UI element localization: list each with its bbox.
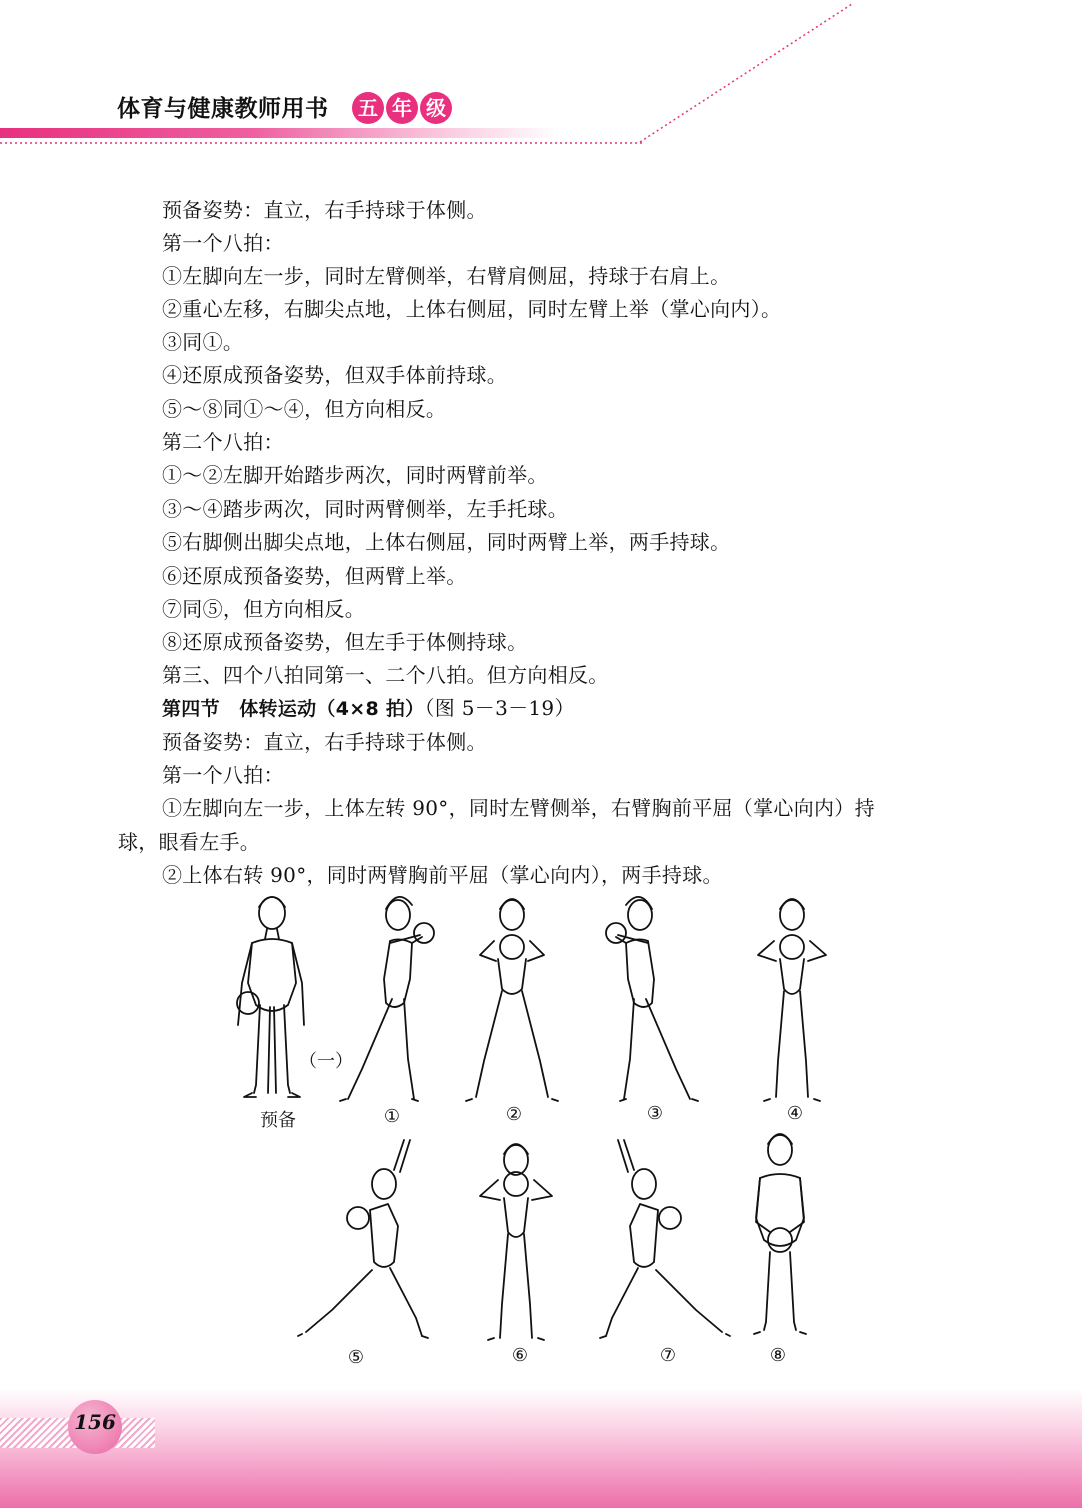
grade-badge: [352, 92, 452, 124]
grade-char-3: 级: [420, 92, 452, 124]
figure-beat-4: [758, 899, 826, 1101]
text-line: ①左脚向左一步，上体左转 90°，同时左臂侧举，右臂胸前平屈（掌心向内）持: [162, 796, 875, 820]
figure-label-4: ④: [786, 1103, 804, 1124]
text-line: ①～②左脚开始踏步两次，同时两臂前举。: [162, 463, 548, 487]
figure-beat-5: [298, 1140, 428, 1338]
figure-ready: [237, 897, 304, 1097]
text-line: ②重心左移，右脚尖点地，上体右侧屈，同时左臂上举（掌心向内）。: [162, 297, 782, 321]
text-line: 第一个八拍：: [162, 763, 284, 787]
text-line: 球，眼看左手。: [118, 830, 261, 854]
text-line: 预备姿势：直立，右手持球于体侧。: [162, 198, 487, 222]
text-line: ⑦同⑤，但方向相反。: [162, 597, 365, 621]
text-line: ⑤～⑧同①～④，但方向相反。: [162, 397, 447, 421]
text-line: ③同①。: [162, 330, 244, 354]
section-heading-title: 第四节 体转运动（4×8 拍）: [162, 698, 425, 720]
page-number: 156: [74, 1410, 116, 1434]
text-line: 第二个八拍：: [162, 430, 284, 454]
grade-char-2: 年: [386, 92, 418, 124]
figure-label-3: ③: [646, 1103, 664, 1124]
figure-label-8: ⑧: [769, 1345, 787, 1366]
figure-label-6: ⑥: [511, 1345, 529, 1366]
figure-group-label: （一）: [299, 1051, 353, 1072]
text-line: ⑧还原成预备姿势，但左手于体侧持球。: [162, 630, 528, 654]
section-heading-figure-ref: （图 5－3－19）: [424, 696, 575, 720]
section-heading: [162, 694, 575, 723]
text-line: ①左脚向左一步，同时左臂侧举，右臂肩侧屈，持球于右肩上。: [162, 264, 731, 288]
figure-beat-8: [754, 1134, 806, 1334]
text-line: ②上体右转 90°，同时两臂胸前平屈（掌心向内），两手持球。: [162, 863, 723, 887]
figure-beat-3: [606, 897, 698, 1101]
text-line: ⑥还原成预备姿势，但两臂上举。: [162, 564, 467, 588]
text-line: 预备姿势：直立，右手持球于体侧。: [162, 730, 487, 754]
figure-label-5: ⑤: [347, 1347, 365, 1368]
page-header: [0, 0, 1082, 160]
header-accent-bar: [0, 128, 560, 138]
book-title: 体育与健康教师用书: [117, 95, 329, 122]
text-line: 第三、四个八拍同第一、二个八拍。但方向相反。: [162, 663, 609, 687]
grade-char-1: 五: [352, 92, 384, 124]
text-line: ③～④踏步两次，同时两臂侧举，左手托球。: [162, 497, 568, 521]
figure-beat-7: [600, 1140, 730, 1338]
figure-label-1: ①: [383, 1106, 401, 1127]
figure-label-2: ②: [505, 1104, 523, 1125]
figure-label-ready: 预备: [260, 1110, 296, 1131]
text-line: ④还原成预备姿势，但双手体前持球。: [162, 363, 508, 387]
figure-beat-1: [340, 897, 434, 1101]
figure-beat-2: [466, 899, 558, 1101]
figure-label-7: ⑦: [659, 1345, 677, 1366]
footer-band: [0, 1388, 1082, 1508]
text-line: 第一个八拍：: [162, 231, 284, 255]
figure-beat-6: [480, 1144, 552, 1340]
text-line: ⑤右脚侧出脚尖点地，上体右侧屈，同时两臂上举，两手持球。: [162, 530, 731, 554]
